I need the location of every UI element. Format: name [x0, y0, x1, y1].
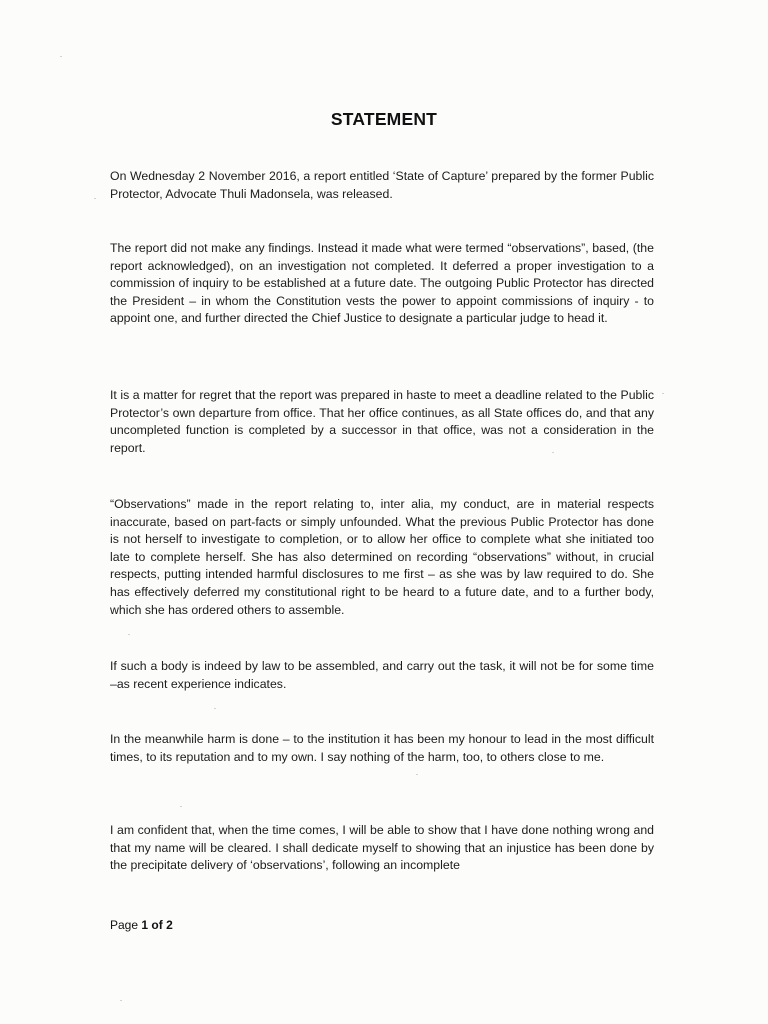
- paragraph-5: If such a body is indeed by law to be assembled, and carry out the task, it will not be for some time –as recent experience indicates.: [110, 659, 654, 691]
- document-title: STATEMENT: [330, 109, 438, 129]
- page-current: 1: [141, 918, 149, 932]
- scan-speck: [180, 806, 182, 807]
- paragraph-7: I am confident that, when the time comes, I will be able to show that I have done nothing wrong and that my name will be cleared. I shall dedicate myself to showing that an injustice has been done by the precipitate delivery of ‘observations’, following an incomplete: [110, 823, 654, 873]
- page-label: Page: [110, 918, 139, 932]
- page-of: of: [151, 918, 163, 932]
- scan-speck: [94, 198, 96, 199]
- paragraph-2: The report did not make any findings. Instead it made what were termed “observations”, based, (the report acknowledged), on an investigation not completed. It deferred a proper investigation to a commission of inquiry to be established at a future date. The outgoing Public Protector has directed the President – in whom the Constitution vests the power to appoint commissions of inquiry - to appoint one, and further directed the Chief Justice to designate a particular judge to head it.: [110, 241, 654, 326]
- scan-speck: [662, 393, 664, 394]
- page-number: [110, 918, 173, 932]
- scan-speck: [120, 1000, 122, 1001]
- scan-speck: [214, 708, 216, 709]
- paragraph-3: It is a matter for regret that the report was prepared in haste to meet a deadline related to the Public Protector’s own departure from office. That her office continues, as all State offices do, and that any uncompleted function is completed by a successor in that office, was not a consideration in the report.: [110, 388, 654, 455]
- paragraph-6: In the meanwhile harm is done – to the institution it has been my honour to lead in the most difficult times, to its reputation and to my own. I say nothing of the harm, too, to others close to me.: [110, 732, 654, 764]
- scan-speck: [552, 452, 554, 453]
- scan-speck: [128, 634, 130, 635]
- scan-speck: [416, 774, 418, 775]
- page-total: 2: [166, 918, 173, 932]
- paragraph-4: “Observations” made in the report relating to, inter alia, my conduct, are in material respects inaccurate, based on part-facts or simply unfounded. What the previous Public Protector has done is not herself to investigate to completion, or to allow her office to complete what she initiated too late to complete herself. She has also determined on recording “observations” without, in crucial respects, putting intended harmful disclosures to me first – as she was by law required to do. She has effectively deferred my constitutional right to be heard to a future date, and to a further body, which she has ordered others to assemble.: [110, 497, 654, 617]
- paragraph-1: On Wednesday 2 November 2016, a report entitled ‘State of Capture’ prepared by the former Public Protector, Advocate Thuli Madonsela, was released.: [110, 169, 654, 201]
- scan-speck: [60, 56, 62, 57]
